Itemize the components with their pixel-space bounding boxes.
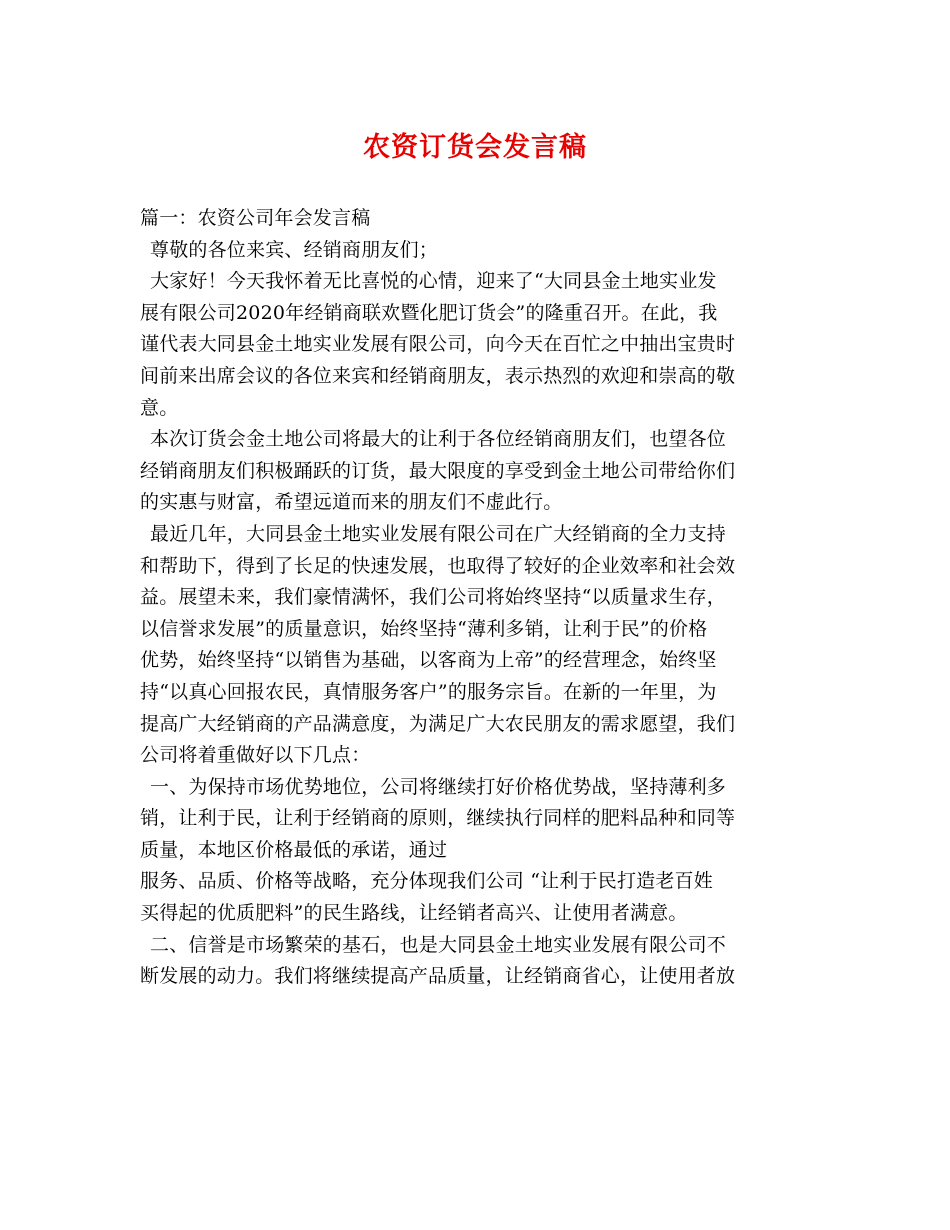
text-line: 二、信誉是市场繁荣的基石，也是大同县金土地实业发展有限公司不 [150, 933, 727, 956]
text-line: 持“以真心回报农民，真情服务客户”的服务宗旨。在新的一年里，为 [140, 680, 717, 703]
text-line: 经销商朋友们积极踊跃的订货，最大限度的享受到金土地公司带给你们 [140, 459, 736, 482]
text-line: 展有限公司2020年经销商联欢暨化肥订货会”的隆重召开。在此，我 [140, 301, 718, 324]
document-title: 农资订货会发言稿 [363, 132, 587, 163]
text-line: 和帮助下，得到了长足的快速发展，也取得了较好的企业效率和社会效 [140, 554, 736, 577]
text-line: 的实惠与财富，希望远道而来的朋友们不虚此行。 [140, 491, 563, 514]
text-line: 尊敬的各位来宾、经销商朋友们； [150, 238, 439, 261]
document-body [140, 203, 816, 993]
text-line: 服务、品质、价格等战略，充分体现我们公司 “让利于民打造老百姓 [140, 870, 713, 893]
text-line: 以信誉求发展”的质量意识，始终坚持“薄利多销，让利于民”的价格 [140, 617, 708, 640]
text-line: 篇一：农资公司年会发言稿 [140, 207, 371, 229]
text-line: 优势，始终坚持“以销售为基础，以客商为上帝”的经营理念，始终坚 [140, 649, 717, 672]
text-line: 最近几年，大同县金土地实业发展有限公司在广大经销商的全力支持 [150, 522, 727, 545]
text-line: 益。展望未来，我们豪情满怀，我们公司将始终坚持“以质量求生存， [140, 586, 726, 609]
text-line: 本次订货会金土地公司将最大的让利于各位经销商朋友们，也望各位 [150, 428, 727, 451]
text-line: 谨代表大同县金土地实业发展有限公司，向今天在百忙之中抽出宝贵时 [140, 333, 736, 356]
text-line: 销，让利于民，让利于经销商的原则，继续执行同样的肥料品种和同等 [140, 807, 736, 830]
text-line: 断发展的动力。我们将继续提高产品质量，让经销商省心，让使用者放 [140, 965, 736, 988]
text-line: 一、为保持市场优势地位，公司将继续打好价格优势战，坚持薄利多 [150, 775, 727, 798]
text-line: 大家好！今天我怀着无比喜悦的心情，迎来了“大同县金土地实业发 [150, 270, 717, 293]
text-line: 提高广大经销商的产品满意度，为满足广大农民朋友的需求愿望，我们 [140, 712, 736, 735]
text-line: 质量，本地区价格最低的承诺，通过 [140, 838, 448, 861]
text-line: 意。 [140, 396, 179, 419]
text-line: 买得起的优质肥料”的民生路线，让经销者高兴、让使用者满意。 [140, 902, 688, 925]
text-line: 间前来出席会议的各位来宾和经销商朋友，表示热烈的欢迎和崇高的敬 [140, 364, 736, 387]
text-line: 公司将着重做好以下几点： [140, 744, 371, 767]
